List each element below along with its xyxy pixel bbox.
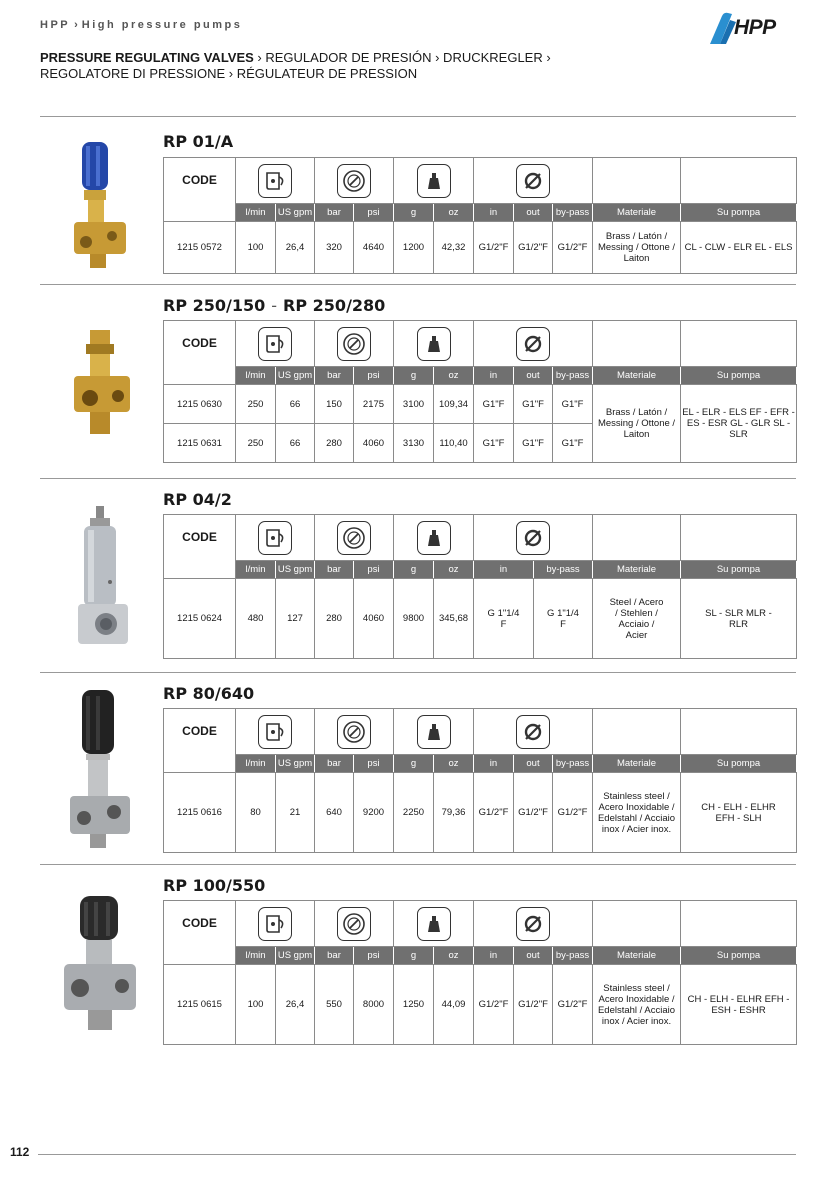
code-header: CODE (164, 515, 236, 561)
unit-header: oz (434, 204, 474, 222)
flow-icon (258, 327, 292, 361)
unit-header: US gpm (276, 947, 315, 965)
brand-subtitle: High pressure pumps (81, 19, 243, 31)
code-header: CODE (164, 901, 236, 947)
unit-header: out (514, 204, 553, 222)
unit-header: Su pompa (681, 755, 797, 773)
unit-header: Su pompa (681, 367, 797, 385)
pressure-gauge-icon (337, 521, 371, 555)
unit-header: US gpm (276, 204, 315, 222)
unit-header: by-pass (534, 561, 593, 579)
spec-table-rp250 (163, 320, 797, 463)
unit-header: g (394, 947, 434, 965)
unit-header: out (514, 947, 553, 965)
unit-header: g (394, 561, 434, 579)
unit-header: g (394, 204, 434, 222)
unit-header: psi (354, 947, 394, 965)
product-image-rp042 (50, 504, 150, 654)
unit-header: US gpm (276, 561, 315, 579)
unit-header: psi (354, 755, 394, 773)
unit-header: Materiale (593, 561, 681, 579)
product-section-rp80640 (40, 678, 796, 860)
table-row: 1215 0624 480 127 280 4060 9800 345,68 G 1"1/4 F G 1"1/4 F Steel / Acero / Stehlen / Acciaio / Acier SL - SLR MLR - RLR (164, 579, 797, 659)
unit-header: g (394, 367, 434, 385)
page-number: 112 (10, 1145, 30, 1159)
model-title: RP 250/150 - RP 250/280 (163, 296, 386, 315)
unit-header: l/min (236, 561, 276, 579)
unit-header: in (474, 204, 514, 222)
unit-header: out (514, 367, 553, 385)
flow-icon (258, 715, 292, 749)
unit-header: oz (434, 947, 474, 965)
pump-cell: CL - CLW - ELR EL - ELS (681, 222, 797, 274)
material-cell: Stainless steel / Acero Inoxidable / Edelstahl / Acciaio inox / Acier inox. (593, 773, 681, 853)
unit-header: l/min (236, 367, 276, 385)
unit-header: out (514, 755, 553, 773)
diameter-icon (516, 521, 550, 555)
product-image-rp80640 (50, 686, 150, 854)
weight-icon (417, 715, 451, 749)
unit-header: Materiale (593, 755, 681, 773)
table-row: 1215 0630 250 66 150 2175 3100 109,34 G1"F G1"F G1"F Brass / Latón / Messing / Ottone / Laiton EL - ELR - ELS EF - EFR - ES - ESR GL - GLR SL - SLR (164, 385, 797, 424)
unit-header: Su pompa (681, 947, 797, 965)
section-divider (40, 478, 796, 479)
table-row: 1215 0616 80 21 640 9200 2250 79,36 G1/2"F G1/2"F G1/2"F Stainless steel / Acero Inoxidable / Edelstahl / Acciaio inox / Acier inox. CH - ELH - ELHR EFH - SLH (164, 773, 797, 853)
unit-header: by-pass (553, 367, 593, 385)
table-row: 1215 0572 100 26,4 320 4640 1200 42,32 G1/2"F G1/2"F G1/2"F Brass / Latón / Messing / Ottone / Laiton CL - CLW - ELR EL - ELS (164, 222, 797, 274)
unit-header: US gpm (276, 367, 315, 385)
unit-header: US gpm (276, 755, 315, 773)
unit-header: l/min (236, 755, 276, 773)
model-title: RP 80/640 (163, 684, 255, 703)
weight-icon (417, 907, 451, 941)
unit-header: in (474, 367, 514, 385)
page-title-bold: PRESSURE REGULATING VALVES (40, 50, 254, 65)
product-image-rp01a (50, 136, 150, 276)
page-title-line2: REGOLATORE DI PRESSIONE › RÉGULATEUR DE PRESSION (40, 66, 418, 81)
unit-header: by-pass (553, 755, 593, 773)
unit-header: oz (434, 755, 474, 773)
product-code: 1215 0630 (164, 385, 236, 424)
page-title (40, 50, 551, 82)
unit-header: bar (315, 755, 354, 773)
unit-header: Materiale (593, 204, 681, 222)
spec-table-rp042 (163, 514, 797, 659)
unit-header: by-pass (553, 204, 593, 222)
unit-header: g (394, 755, 434, 773)
table-row: 1215 0631 250 66 280 4060 3130 110,40 G1"F G1"F G1"F (164, 424, 797, 463)
model-title: RP 01/A (163, 132, 234, 151)
unit-header: Su pompa (681, 561, 797, 579)
section-divider (40, 284, 796, 285)
pressure-gauge-icon (337, 164, 371, 198)
brand-name: HPP (40, 19, 71, 31)
weight-icon (417, 164, 451, 198)
pressure-gauge-icon (337, 715, 371, 749)
code-header: CODE (164, 709, 236, 755)
brand-breadcrumb (40, 19, 242, 31)
section-divider (40, 672, 796, 673)
unit-header: in (474, 947, 514, 965)
unit-header: bar (315, 947, 354, 965)
unit-header: psi (354, 204, 394, 222)
flow-icon (258, 164, 292, 198)
product-code: 1215 0616 (164, 773, 236, 853)
unit-header: bar (315, 561, 354, 579)
section-divider (40, 116, 796, 117)
material-cell: Stainless steel / Acero Inoxidable / Edelstahl / Acciaio inox / Acier inox. (593, 965, 681, 1045)
pressure-gauge-icon (337, 327, 371, 361)
material-cell: Brass / Latón / Messing / Ottone / Laiton (593, 222, 681, 274)
product-image-rp100550 (50, 892, 150, 1042)
product-code: 1215 0631 (164, 424, 236, 463)
unit-header: in (474, 755, 514, 773)
section-divider (40, 864, 796, 865)
unit-header: Su pompa (681, 204, 797, 222)
spec-table-rp80640 (163, 708, 797, 853)
breadcrumb-separator: › (74, 19, 78, 31)
pump-cell: EL - ELR - ELS EF - EFR - ES - ESR GL - GLR SL - SLR (681, 385, 797, 463)
product-code: 1215 0572 (164, 222, 236, 274)
material-cell: Steel / Acero / Stehlen / Acciaio / Acier (593, 579, 681, 659)
unit-header: l/min (236, 204, 276, 222)
spec-table-rp100550 (163, 900, 797, 1045)
product-image-rp250 (50, 326, 150, 446)
unit-header: oz (434, 367, 474, 385)
unit-header: Materiale (593, 367, 681, 385)
product-section-rp250 (40, 290, 796, 470)
unit-header: in (474, 561, 534, 579)
pump-cell: CH - ELH - ELHR EFH - SLH (681, 773, 797, 853)
product-code: 1215 0624 (164, 579, 236, 659)
unit-header: by-pass (553, 947, 593, 965)
product-section-rp100550 (40, 870, 796, 1052)
pump-cell: CH - ELH - ELHR EFH - ESH - ESHR (681, 965, 797, 1045)
flow-icon (258, 521, 292, 555)
unit-header: oz (434, 561, 474, 579)
pump-cell: SL - SLR MLR - RLR (681, 579, 797, 659)
page-title-rest: › REGULADOR DE PRESIÓN › DRUCKREGLER › (253, 50, 551, 65)
unit-header: Materiale (593, 947, 681, 965)
logo-text: HPP (734, 16, 776, 39)
spec-table-rp01a (163, 157, 797, 274)
product-section-rp01a (40, 124, 796, 280)
product-code: 1215 0615 (164, 965, 236, 1045)
weight-icon (417, 521, 451, 555)
footer-rule (38, 1154, 796, 1155)
model-title: RP 04/2 (163, 490, 232, 509)
pressure-gauge-icon (337, 907, 371, 941)
material-cell: Brass / Latón / Messing / Ottone / Laiton (593, 385, 681, 463)
unit-header: bar (315, 367, 354, 385)
product-section-rp042 (40, 484, 796, 666)
unit-header: psi (354, 367, 394, 385)
flow-icon (258, 907, 292, 941)
unit-header: bar (315, 204, 354, 222)
hpp-logo (706, 8, 798, 48)
diameter-icon (516, 164, 550, 198)
diameter-icon (516, 907, 550, 941)
code-header: CODE (164, 158, 236, 204)
table-row: 1215 0615 100 26,4 550 8000 1250 44,09 G1/2"F G1/2"F G1/2"F Stainless steel / Acero Inoxidable / Edelstahl / Acciaio inox / Acier inox. CH - ELH - ELHR EFH - ESH - ESHR (164, 965, 797, 1045)
diameter-icon (516, 715, 550, 749)
weight-icon (417, 327, 451, 361)
unit-header: psi (354, 561, 394, 579)
unit-header: l/min (236, 947, 276, 965)
diameter-icon (516, 327, 550, 361)
code-header: CODE (164, 321, 236, 367)
model-title: RP 100/550 (163, 876, 266, 895)
